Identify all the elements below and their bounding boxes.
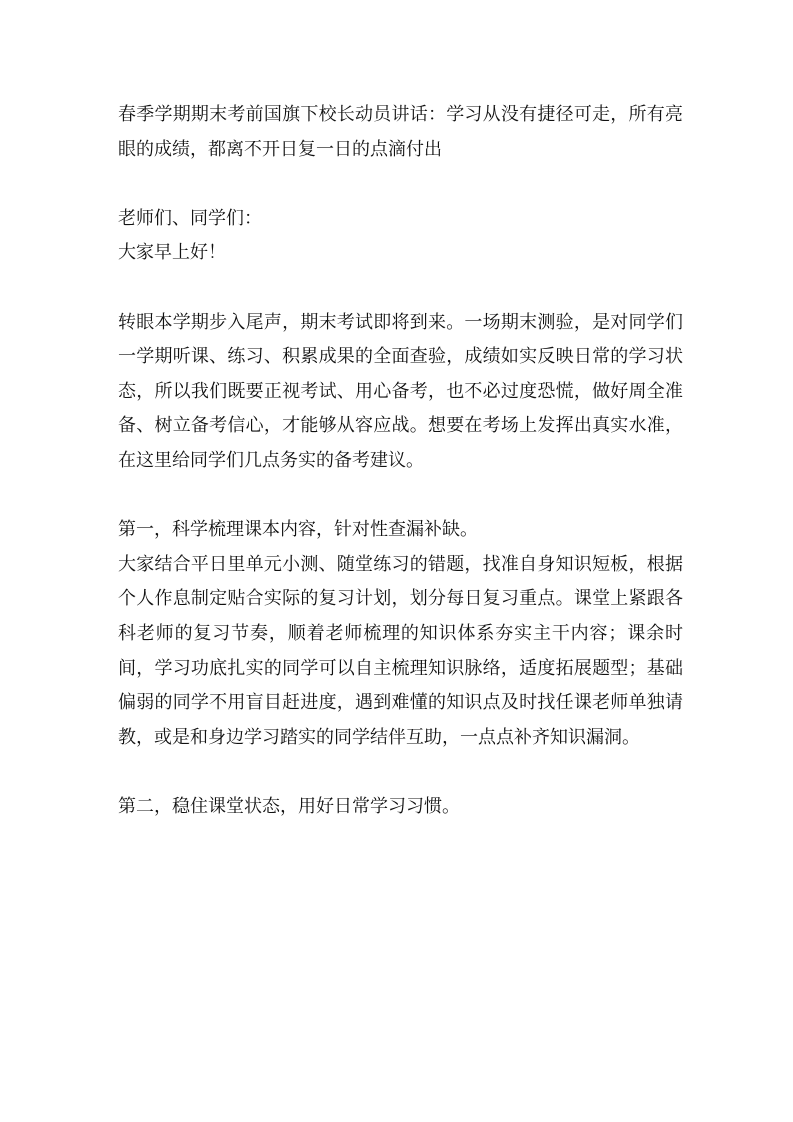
intro-paragraph: 转眼本学期步入尾声，期末考试即将到来。一场期末测验，是对同学们一学期听课、练习、积累成果的全面查验，成绩如实反映日常的学习状态，所以我们既要正视考试、用心备考，也不必过度恐慌，做好周全准备、树立备考信心，才能够从容应战。想要在考场上发挥出真实水准，在这里给同学们几点务实的备考建议。 [118, 311, 683, 471]
point-one-paragraph: 大家结合平日里单元小测、随堂练习的错题，找准自身知识短板，根据个人作息制定贴合实际的复习计划，划分每日复习重点。课堂上紧跟各科老师的复习节奏，顺着老师梳理的知识体系夯实主干内容；课余时间，学习功底扎实的同学可以自主梳理知识脉络，适度拓展题型；基础偏弱的同学不用盲目赶进度，遇到难懂的知识点及时找任课老师单独请教，或是和身边学习踏实的同学结伴互助，一点点补齐知识漏洞。 [118, 553, 683, 748]
salutation: 老师们、同学们： [118, 207, 262, 229]
document-title: 春季学期期末考前国旗下校长动员讲话：学习从没有捷径可走，所有亮眼的成绩，都离不开日复一日的点滴付出 [118, 104, 683, 160]
blank-line [118, 271, 683, 306]
blank-line [118, 755, 683, 790]
point-one-heading: 第一，科学梳理课本内容，针对性查漏补缺。 [118, 519, 478, 541]
greeting: 大家早上好！ [118, 242, 226, 264]
blank-line [118, 479, 683, 514]
point-two-heading: 第二，稳住课堂状态，用好日常学习习惯。 [118, 795, 460, 817]
document-body [118, 98, 683, 824]
blank-line [118, 167, 683, 202]
